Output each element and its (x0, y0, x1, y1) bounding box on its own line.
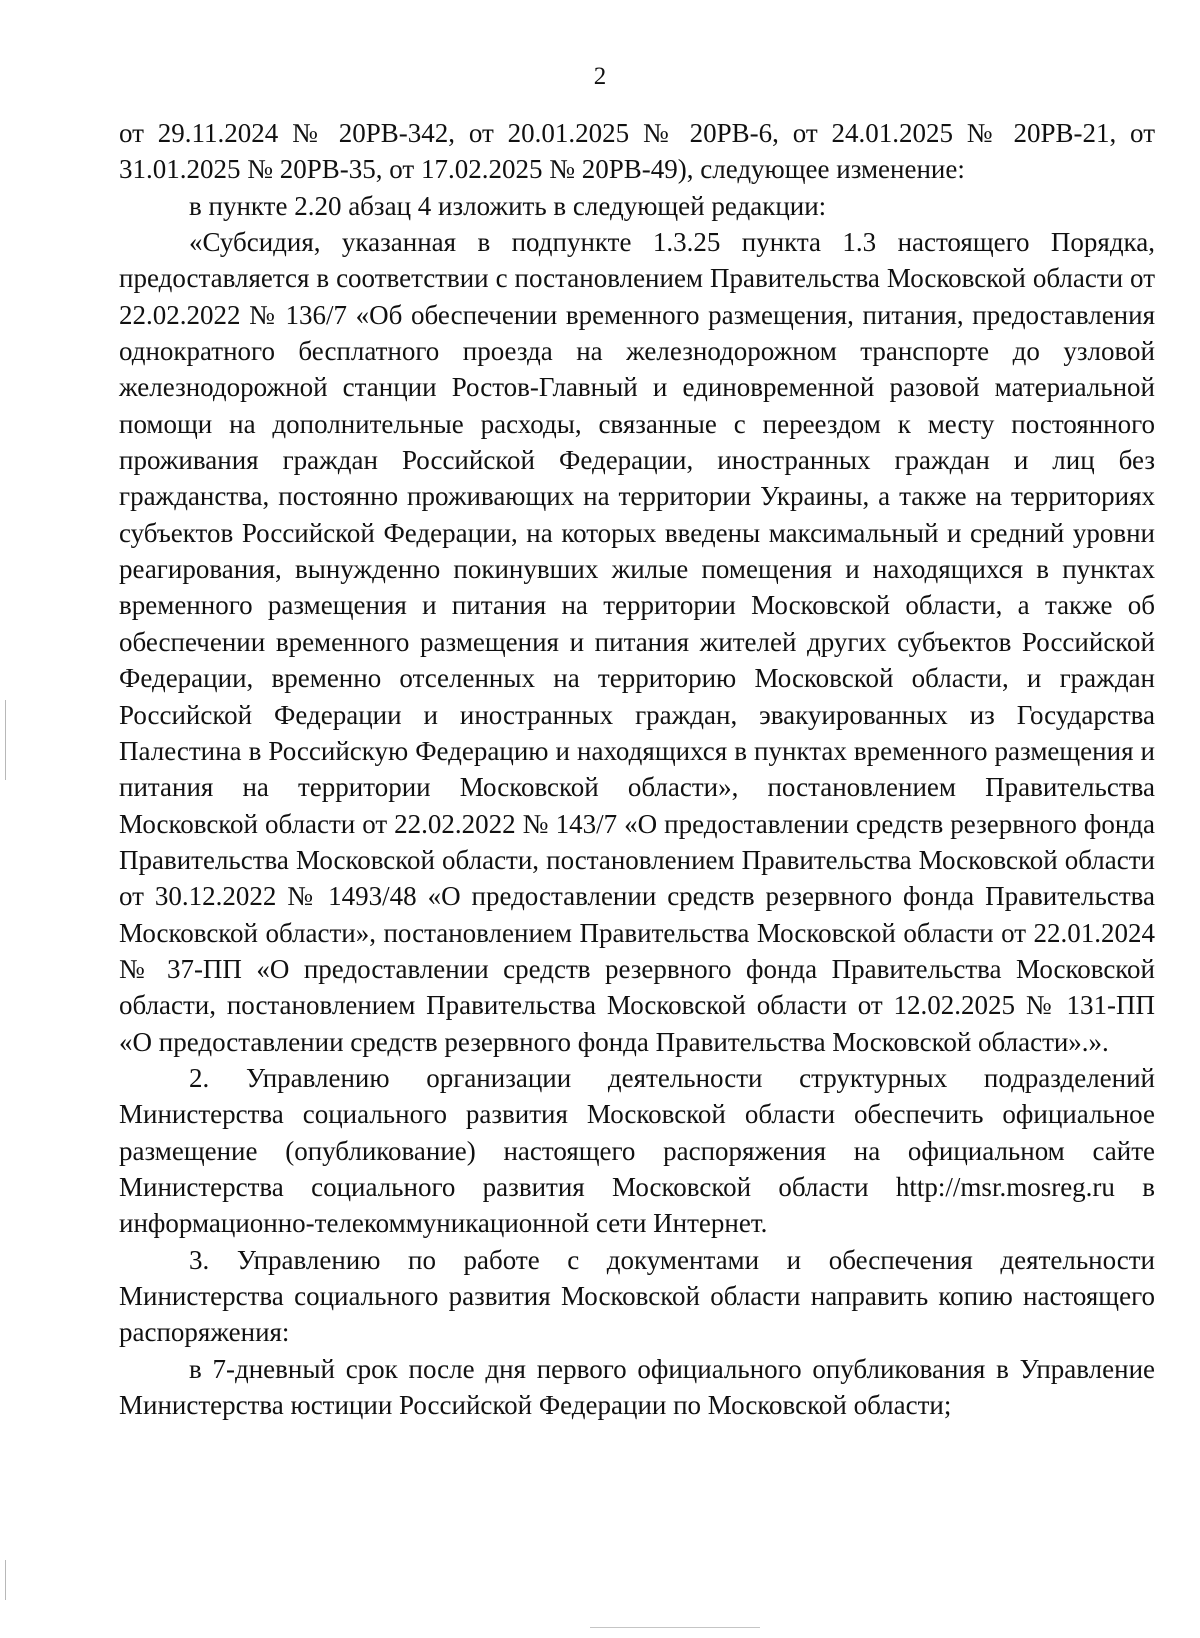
scan-edge-mark (5, 700, 6, 780)
scan-edge-mark (5, 1560, 6, 1600)
scan-bottom-mark (590, 1627, 760, 1628)
page-number: 2 (593, 63, 607, 90)
paragraph-item-3-subitem: в 7-дневный срок после дня первого официального опубликования в Управление Министерства юстиции Российской Федерации по Московской области; (119, 1353, 1155, 1421)
paragraph-continuation: от 29.11.2024 № 20РВ-342, от 20.01.2025 № 20РВ-6, от 24.01.2025 № 20РВ-21, от 31.01.2025 № 20РВ-35, от 17.02.2025 № 20РВ-49), следующее изменение: (119, 118, 1155, 185)
paragraph-subsidy-text: «Субсидия, указанная в подпункте 1.3.25 пункта 1.3 настоящего Порядка, предоставляется в соответствии с постановлением Правительства Московской области от 22.02.2022 № 136/7 «Об обеспечении временного размещения, питания, предоставления однократного бесплатного проезда на железнодорожном транспорте до узловой железнодорожной станции Ростов-Главный и единовременной разовой материальной помощи на дополнительные расходы, связанные с переездом к месту постоянного проживания граждан Российской Федерации, иностранных граждан и лиц без гражданства, постоянно проживающих на территории Украины, а также на территориях субъектов Российской Федерации, на которых введены максимальный и средний уровни реагирования, вынужденно покинувших жилые помещения и находящихся в пунктах временного размещения и питания на территории Московской области, а также об обеспечении временного размещения и питания жителей других субъектов Российской Федерации, временно отселенных на территорию Московской области, и граждан Российской Федерации и иностранных граждан, эвакуированных из Государства Палестина в Российскую Федерацию и находящихся в пунктах временного размещения и питания на территории Московской области», постановлением Правительства Московской области от 22.02.2022 № 143/7 «О предоставлении средств резервного фонда Правительства Московской области, постановлением Правительства Московской области от 30.12.2022 № 1493/48 «О предоставлении средств резервного фонда Правительства Московской области», постановлением Правительства Московской области от 22.01.2024 № 37-ПП «О предоставлении средств резервного фонда Правительства Московской области, постановлением Правительства Московской области от 12.02.2025 № 131-ПП «О предоставлении средств резервного фонда Правительства Московской области».». (119, 227, 1155, 1057)
paragraph-amendment-instruction: в пункте 2.20 абзац 4 изложить в следующей редакции: (189, 190, 827, 221)
paragraph-item-3: 3. Управлению по работе с документами и обеспечения деятельности Министерства социального развития Московской области направить копию настоящего распоряжения: (119, 1244, 1155, 1348)
paragraph-item-2: 2. Управлению организации деятельности структурных подразделений Министерства социального развития Московской области обеспечить официальное размещение (опубликование) настоящего распоряжения на официальном сайте Министерства социального развития Московской области http://msr.mosreg.ru в информационно-телекоммуникационной сети Интернет. (119, 1062, 1155, 1239)
document-body (119, 115, 1155, 1423)
